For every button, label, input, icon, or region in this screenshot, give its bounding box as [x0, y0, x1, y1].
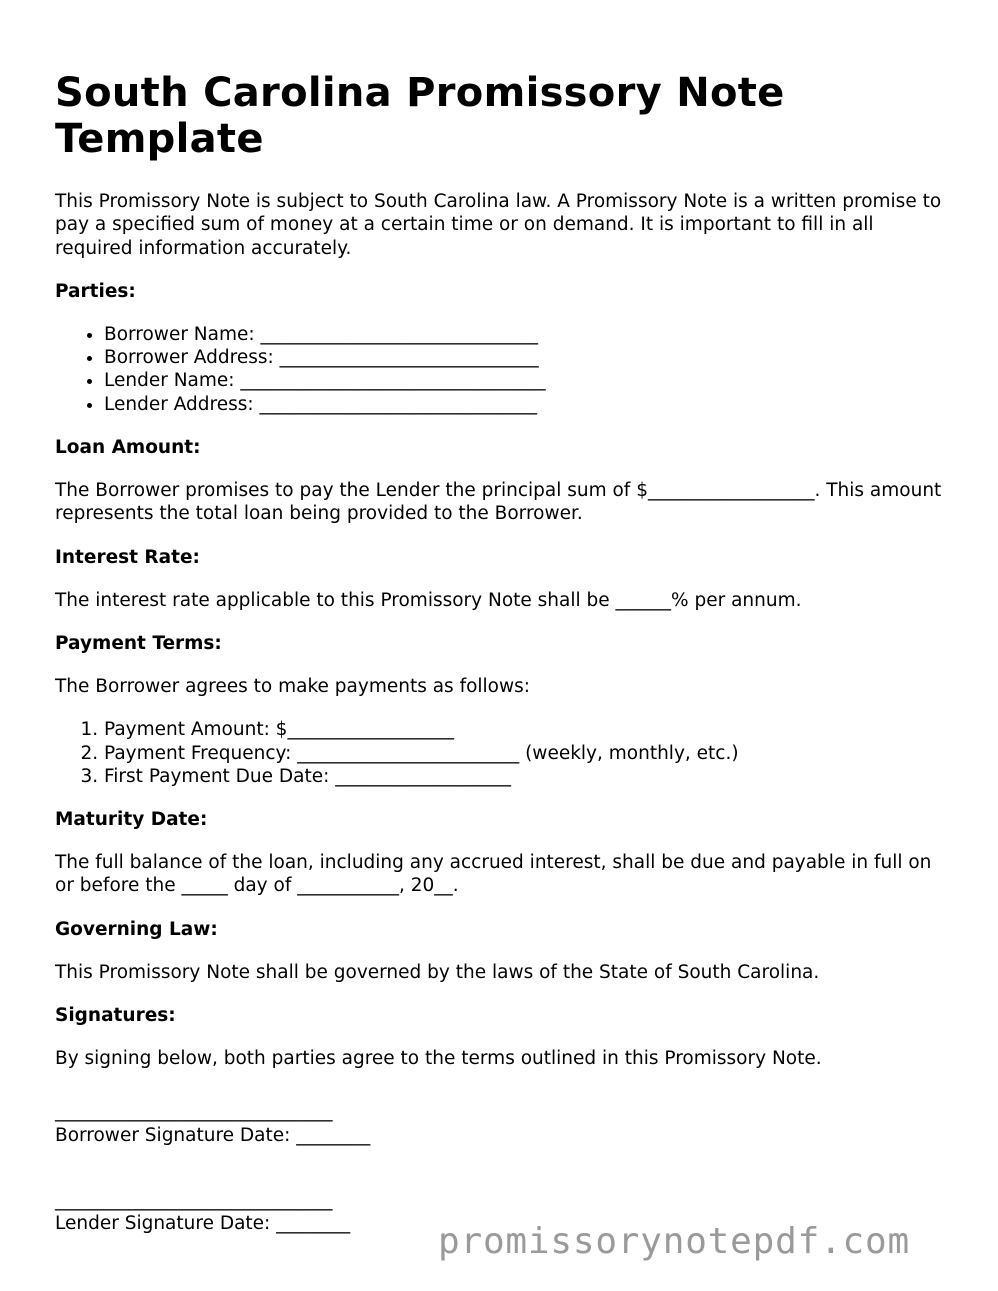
loan-amount-text: The Borrower promises to pay the Lender the principal sum of $__________________. This amount represents the total loan being provided to the Borrower.: [55, 480, 942, 525]
list-item-payment-frequency: 2. Payment Frequency: ________________________ (weekly, monthly, etc.): [104, 742, 955, 765]
list-item-first-payment-date: 3. First Payment Due Date: ___________________: [104, 765, 955, 788]
payment-terms-list: [55, 718, 955, 788]
document-page: [55, 70, 955, 1278]
payment-terms-text: The Borrower agrees to make payments as follows:: [55, 675, 531, 697]
interest-rate-text: The interest rate applicable to this Promissory Note shall be ______% per annum.: [55, 589, 802, 611]
lender-signature-line: ______________________________: [55, 1189, 333, 1211]
governing-law-heading: Governing Law:: [55, 918, 218, 940]
governing-law-text: This Promissory Note shall be governed by the laws of the State of South Carolina.: [55, 961, 820, 983]
list-item-borrower-address: • Borrower Address: ____________________________: [104, 346, 955, 369]
maturity-date-heading: Maturity Date:: [55, 809, 208, 831]
borrower-signature-label: Borrower Signature Date: ________: [55, 1124, 371, 1146]
intro-paragraph: This Promissory Note is subject to South Carolina law. A Promissory Note is a written promise to pay a specified sum of money at a certain time or on demand. It is important to fill in all required information accurately.: [55, 191, 942, 259]
parties-list: [55, 323, 955, 416]
borrower-signature-block: [55, 1100, 955, 1147]
loan-amount-heading: Loan Amount:: [55, 437, 201, 459]
lender-signature-label: Lender Signature Date: ________: [55, 1213, 351, 1235]
signature-section: [55, 1100, 955, 1235]
watermark: promissorynotepdf.com: [438, 1221, 910, 1262]
payment-terms-heading: Payment Terms:: [55, 632, 222, 654]
signatures-text: By signing below, both parties agree to the terms outlined in this Promissory Note.: [55, 1048, 822, 1070]
maturity-date-text: The full balance of the loan, including any accrued interest, shall be due and payable in full on or before the _____ day of ___________, 20__.: [55, 852, 932, 897]
signatures-heading: Signatures:: [55, 1005, 176, 1027]
parties-heading: Parties:: [55, 280, 136, 302]
list-item-payment-amount: 1. Payment Amount: $__________________: [104, 718, 955, 741]
interest-rate-heading: Interest Rate:: [55, 546, 200, 568]
list-item-lender-name: • Lender Name: _________________________________: [104, 369, 955, 392]
list-item-borrower-name: • Borrower Name: ______________________________: [104, 323, 955, 346]
document-title: South Carolina Promissory Note Template: [55, 70, 785, 162]
list-item-lender-address: • Lender Address: ______________________________: [104, 393, 955, 416]
borrower-signature-line: ______________________________: [55, 1101, 333, 1123]
